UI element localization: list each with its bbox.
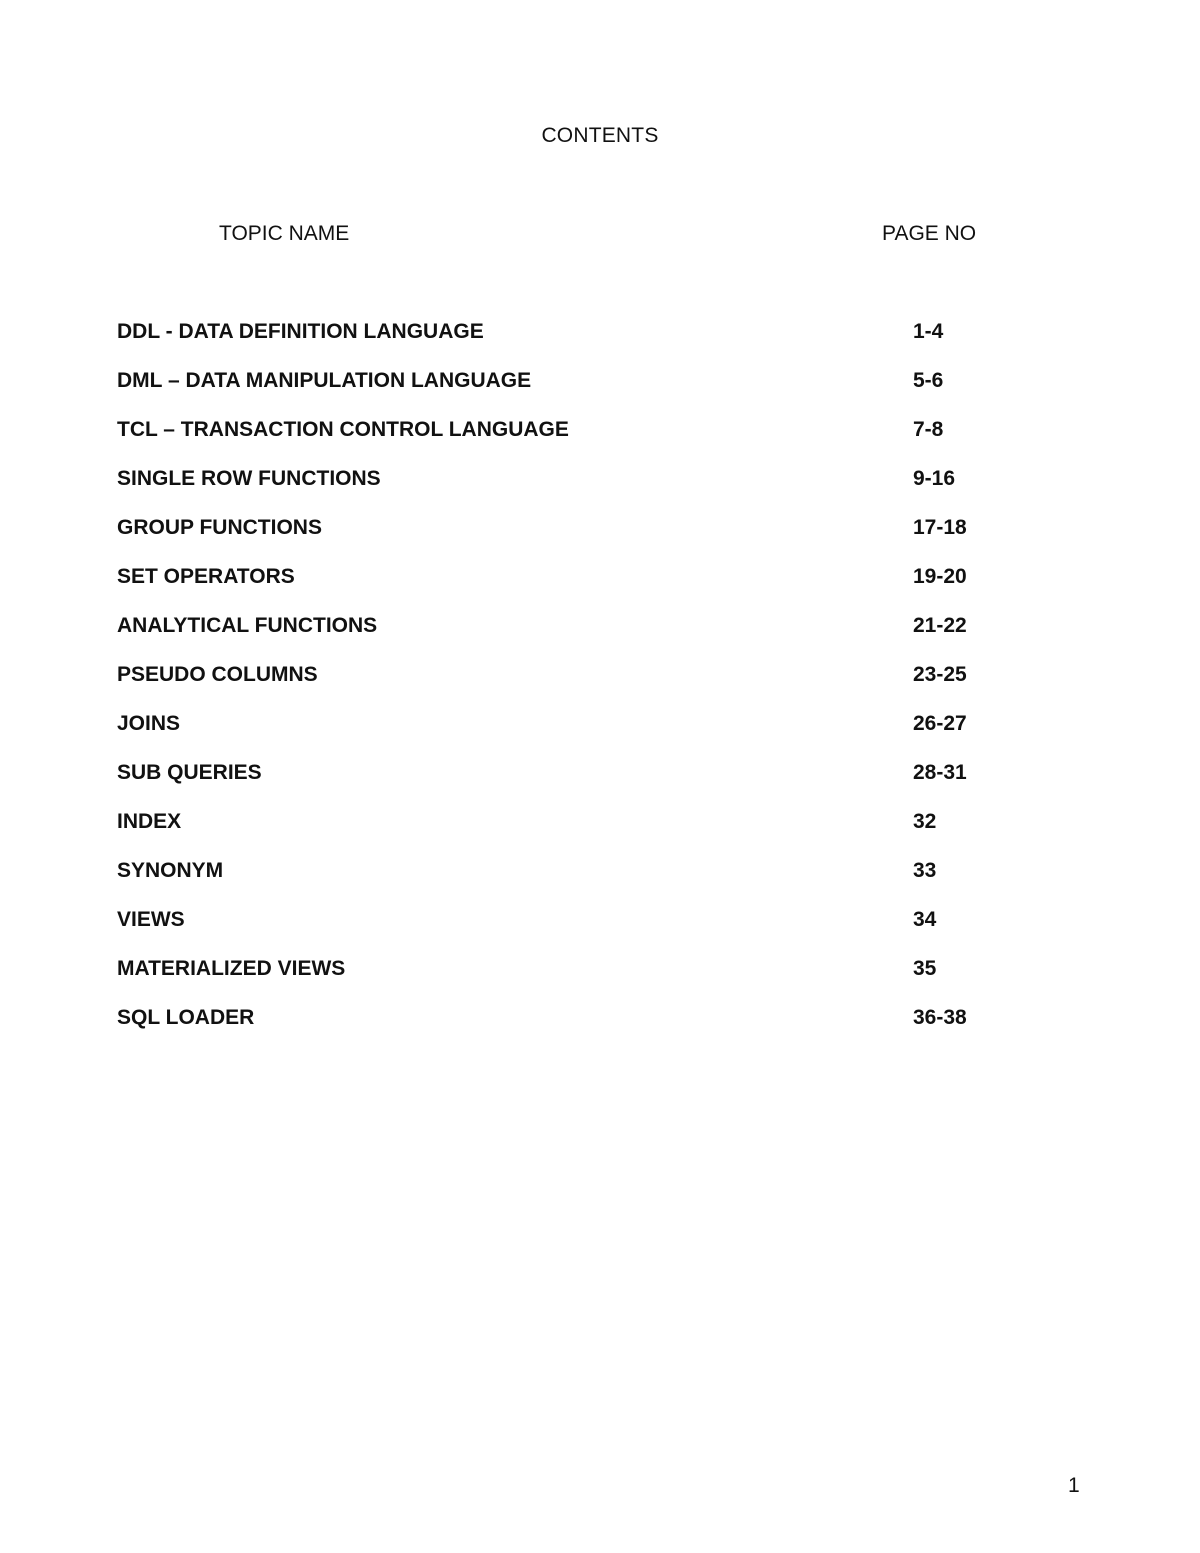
- toc-entry: [117, 759, 1017, 808]
- toc-topic: DML – DATA MANIPULATION LANGUAGE: [117, 369, 532, 392]
- toc-entry: [117, 465, 1017, 514]
- toc-pages: 33: [913, 859, 937, 882]
- toc-entry: [117, 318, 1017, 367]
- topic-name-header: TOPIC NAME: [219, 222, 350, 245]
- page-number: 1: [1068, 1474, 1080, 1497]
- toc-topic: INDEX: [117, 810, 182, 833]
- toc-list: [117, 318, 1017, 1053]
- toc-pages: 1-4: [913, 320, 944, 343]
- toc-entry: [117, 661, 1017, 710]
- toc-header-row: [0, 222, 1200, 250]
- toc-topic: SET OPERATORS: [117, 565, 295, 588]
- toc-topic: GROUP FUNCTIONS: [117, 516, 322, 539]
- toc-entry: [117, 808, 1017, 857]
- toc-topic: SYNONYM: [117, 859, 224, 882]
- toc-pages: 19-20: [913, 565, 967, 588]
- toc-pages: 28-31: [913, 761, 967, 784]
- toc-topic: SUB QUERIES: [117, 761, 262, 784]
- toc-entry: [117, 857, 1017, 906]
- toc-pages: 9-16: [913, 467, 956, 490]
- toc-topic: SINGLE ROW FUNCTIONS: [117, 467, 381, 490]
- toc-pages: 23-25: [913, 663, 967, 686]
- toc-pages: 32: [913, 810, 937, 833]
- toc-entry: [117, 416, 1017, 465]
- toc-entry: [117, 367, 1017, 416]
- toc-topic: TCL – TRANSACTION CONTROL LANGUAGE: [117, 418, 569, 441]
- toc-pages: 26-27: [913, 712, 967, 735]
- toc-pages: 7-8: [913, 418, 944, 441]
- toc-pages: 34: [913, 908, 937, 931]
- toc-pages: 5-6: [913, 369, 944, 392]
- toc-topic: PSEUDO COLUMNS: [117, 663, 318, 686]
- toc-entry: [117, 906, 1017, 955]
- toc-entry: [117, 710, 1017, 759]
- toc-topic: SQL LOADER: [117, 1006, 255, 1029]
- toc-pages: 35: [913, 957, 937, 980]
- toc-pages: 36-38: [913, 1006, 967, 1029]
- toc-topic: VIEWS: [117, 908, 185, 931]
- page-title: CONTENTS: [541, 124, 659, 147]
- toc-topic: JOINS: [117, 712, 181, 735]
- toc-pages: 21-22: [913, 614, 967, 637]
- toc-entry: [117, 955, 1017, 1004]
- toc-entry: [117, 514, 1017, 563]
- page-no-header: PAGE NO: [882, 222, 977, 245]
- toc-topic: MATERIALIZED VIEWS: [117, 957, 346, 980]
- toc-entry: [117, 612, 1017, 661]
- toc-topic: ANALYTICAL FUNCTIONS: [117, 614, 378, 637]
- toc-entry: [117, 563, 1017, 612]
- toc-pages: 17-18: [913, 516, 967, 539]
- toc-entry: [117, 1004, 1017, 1053]
- toc-topic: DDL - DATA DEFINITION LANGUAGE: [117, 320, 484, 343]
